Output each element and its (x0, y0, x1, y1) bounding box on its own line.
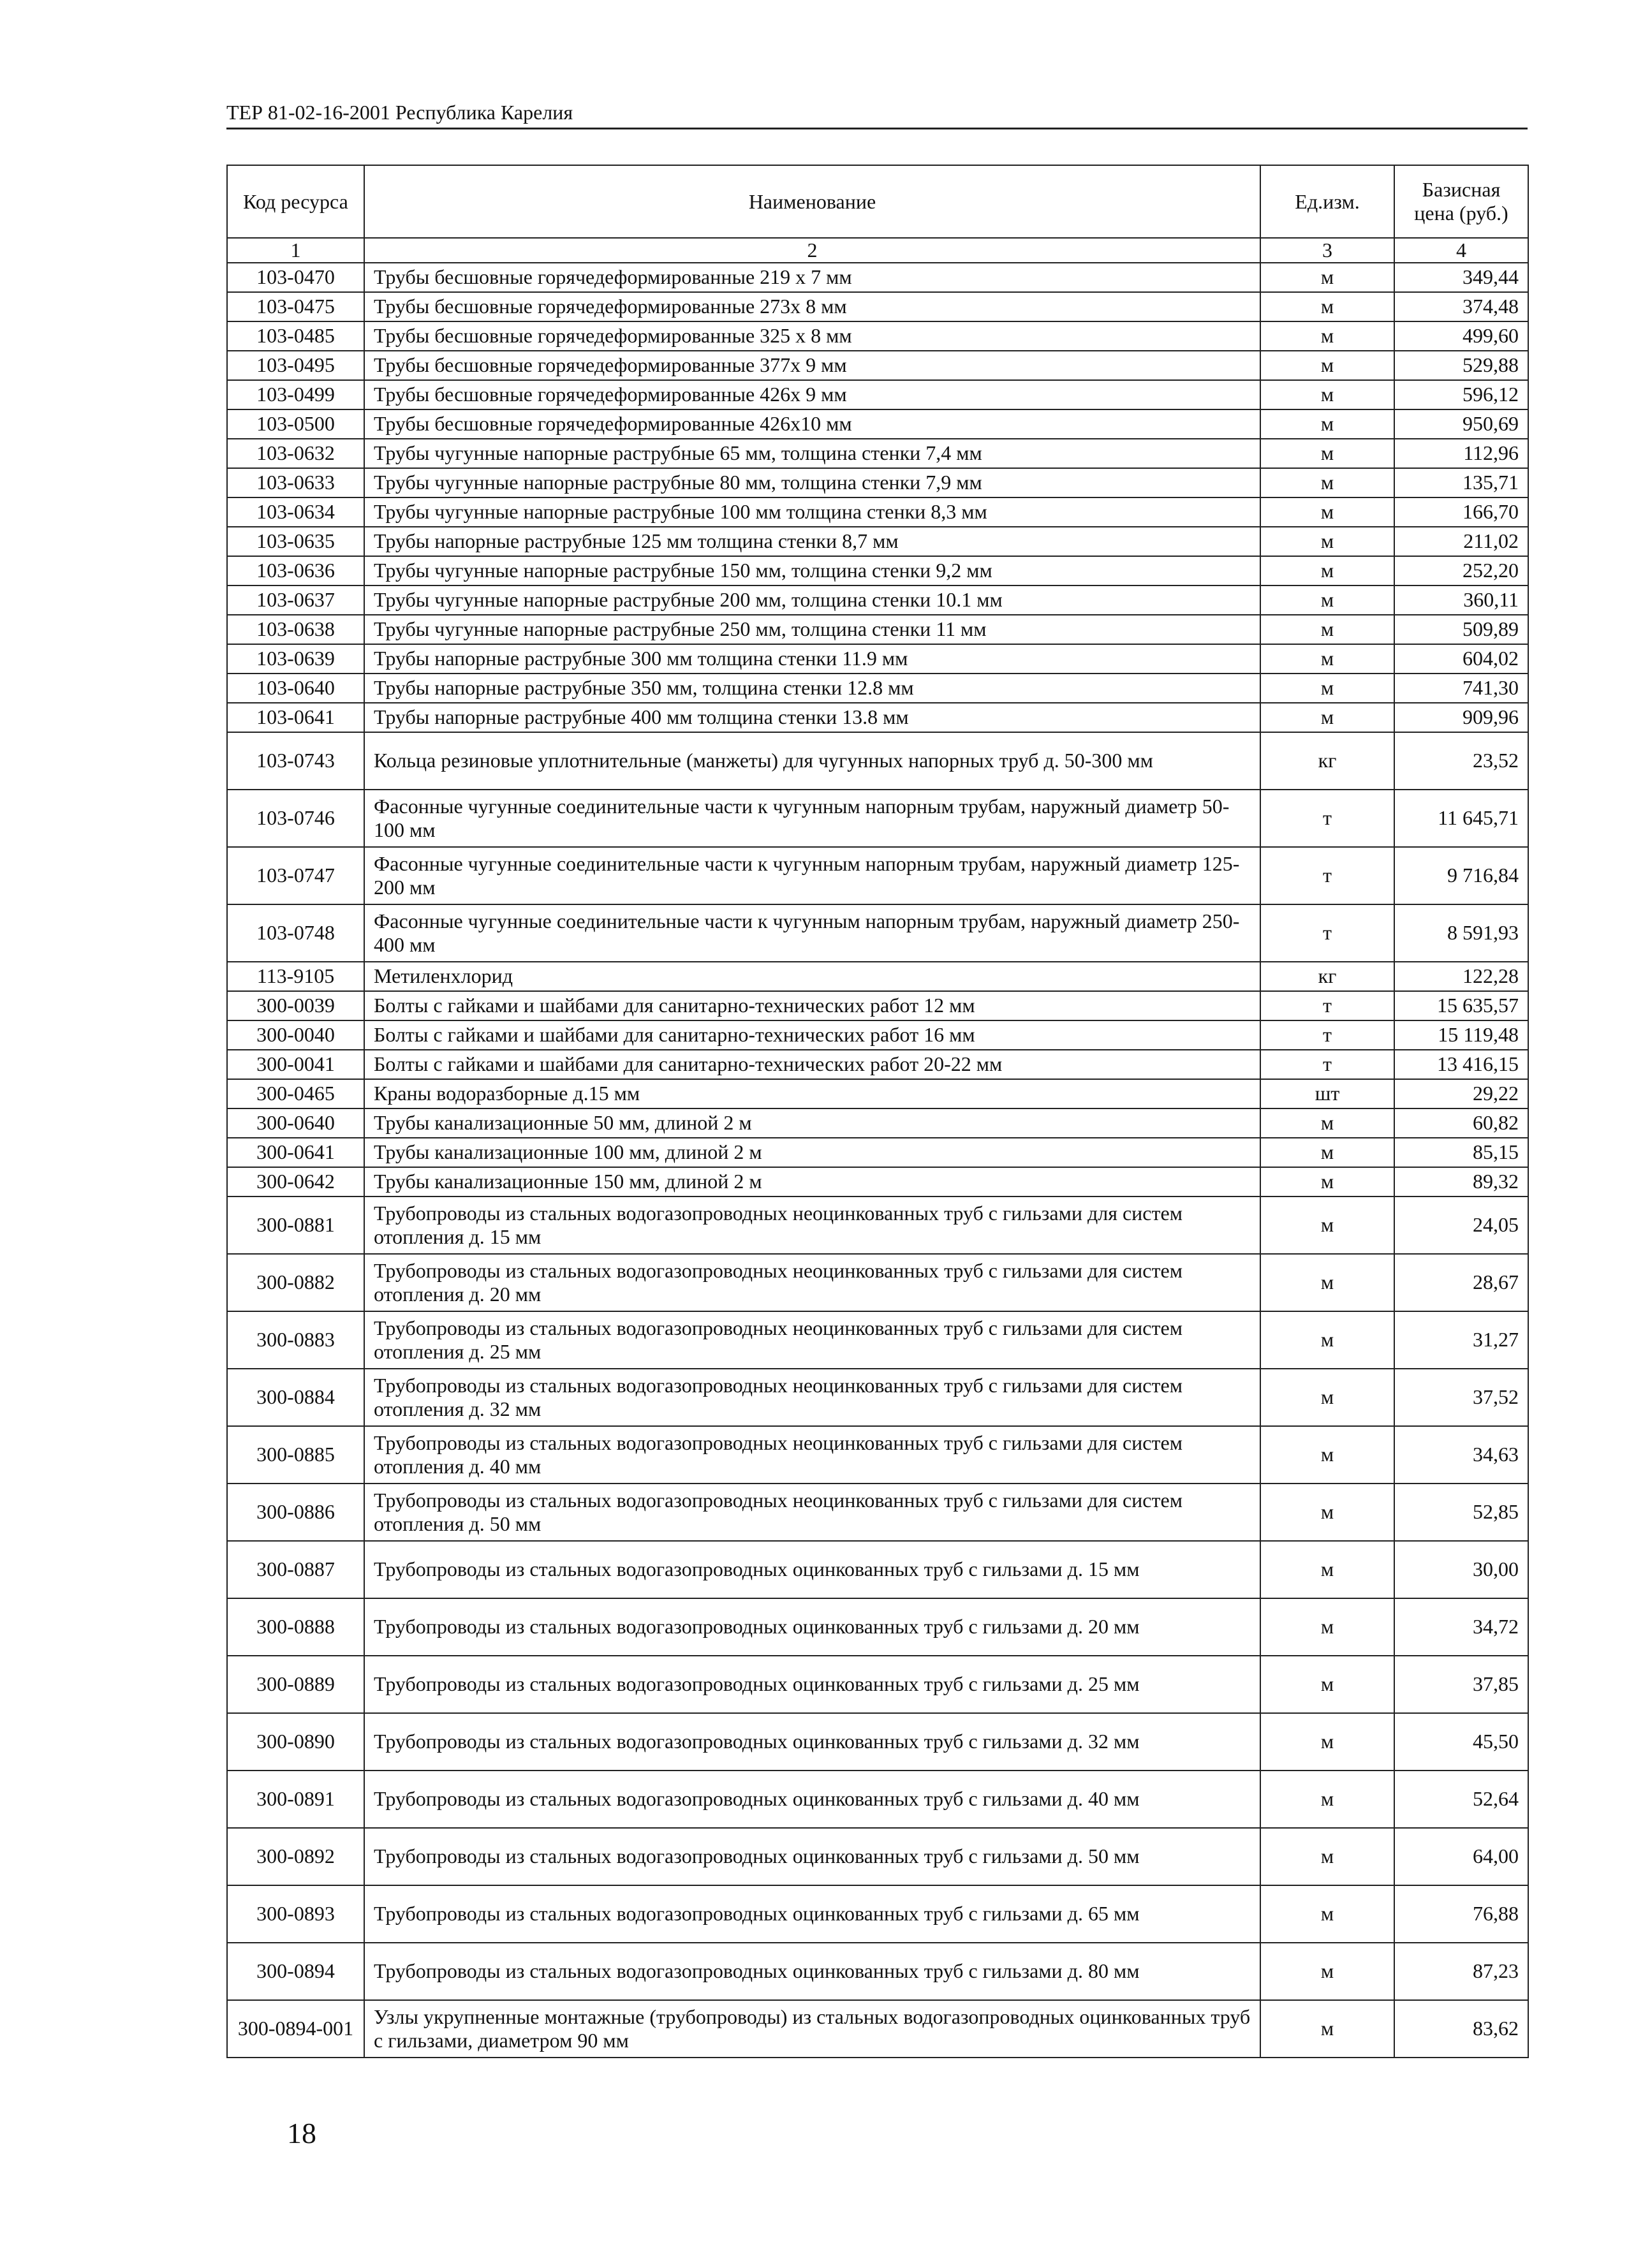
resource-price: 252,20 (1394, 556, 1528, 585)
resource-price: 950,69 (1394, 409, 1528, 439)
resource-price: 112,96 (1394, 439, 1528, 468)
resource-name: Трубопроводы из стальных водогазопроводных неоцинкованных труб с гильзами для систем отопления д. 25 мм (364, 1311, 1260, 1369)
table-row (227, 904, 1528, 962)
table-row (227, 380, 1528, 409)
resource-code: 300-0893 (227, 1885, 364, 1943)
resource-price: 64,00 (1394, 1828, 1528, 1885)
resource-code: 103-0634 (227, 497, 364, 527)
resource-price: 28,67 (1394, 1254, 1528, 1311)
table-row (227, 321, 1528, 351)
column-number: 4 (1394, 238, 1528, 263)
resource-name: Трубы чугунные напорные раструбные 150 мм, толщина стенки 9,2 мм (364, 556, 1260, 585)
resource-code: 300-0888 (227, 1598, 364, 1656)
resource-unit: т (1260, 991, 1394, 1020)
resource-code: 300-0465 (227, 1079, 364, 1108)
document-header: ТЕР 81-02-16-2001 Республика Карелия (226, 101, 573, 124)
header-rule (226, 128, 1528, 129)
resource-name: Трубопроводы из стальных водогазопроводных оцинкованных труб с гильзами д. 40 мм (364, 1771, 1260, 1828)
resource-name: Трубы напорные раструбные 350 мм, толщина стенки 12.8 мм (364, 674, 1260, 703)
resource-code: 103-0638 (227, 615, 364, 644)
resource-code: 103-0470 (227, 263, 364, 292)
resource-name: Трубы напорные раструбные 125 мм толщина стенки 8,7 мм (364, 527, 1260, 556)
table-row (227, 1828, 1528, 1885)
table-row (227, 674, 1528, 703)
resource-price: 15 119,48 (1394, 1020, 1528, 1050)
resource-name: Болты с гайками и шайбами для санитарно-технических работ 20-22 мм (364, 1050, 1260, 1079)
resource-price: 360,11 (1394, 585, 1528, 615)
resource-unit: м (1260, 556, 1394, 585)
header-name: Наименование (364, 165, 1260, 238)
table-row (227, 1771, 1528, 1828)
resource-price: 122,28 (1394, 962, 1528, 991)
resource-price: 24,05 (1394, 1197, 1528, 1254)
resource-price: 909,96 (1394, 703, 1528, 732)
resource-name: Трубопроводы из стальных водогазопроводных оцинкованных труб с гильзами д. 20 мм (364, 1598, 1260, 1656)
resource-price: 34,63 (1394, 1426, 1528, 1484)
resource-code: 103-0475 (227, 292, 364, 321)
resource-name: Трубы бесшовные горячедеформированные 325 х 8 мм (364, 321, 1260, 351)
resource-unit: м (1260, 1197, 1394, 1254)
resource-code: 300-0890 (227, 1713, 364, 1771)
resource-code: 300-0640 (227, 1108, 364, 1138)
resource-code: 300-0041 (227, 1050, 364, 1079)
resource-unit: м (1260, 585, 1394, 615)
resource-name: Трубы чугунные напорные раструбные 65 мм, толщина стенки 7,4 мм (364, 439, 1260, 468)
resource-code: 300-0886 (227, 1484, 364, 1541)
table-row (227, 1020, 1528, 1050)
resource-code: 300-0892 (227, 1828, 364, 1885)
resource-price: 741,30 (1394, 674, 1528, 703)
table-row (227, 263, 1528, 292)
resource-name: Трубы чугунные напорные раструбные 250 мм, толщина стенки 11 мм (364, 615, 1260, 644)
column-number: 3 (1260, 238, 1394, 263)
table-row (227, 847, 1528, 904)
table-row (227, 556, 1528, 585)
resource-code: 300-0884 (227, 1369, 364, 1426)
resource-unit: т (1260, 1050, 1394, 1079)
resource-price: 13 416,15 (1394, 1050, 1528, 1079)
resource-name: Болты с гайками и шайбами для санитарно-технических работ 16 мм (364, 1020, 1260, 1050)
resource-code: 103-0748 (227, 904, 364, 962)
resource-name: Трубы напорные раструбные 400 мм толщина стенки 13.8 мм (364, 703, 1260, 732)
resource-name: Трубы канализационные 100 мм, длиной 2 м (364, 1138, 1260, 1167)
resource-unit: м (1260, 1943, 1394, 2000)
table-row (227, 585, 1528, 615)
table-row (227, 1426, 1528, 1484)
resource-price: 29,22 (1394, 1079, 1528, 1108)
resource-name: Фасонные чугунные соединительные части к чугунным напорным трубам, наружный диаметр 250-400 мм (364, 904, 1260, 962)
resource-name: Трубопроводы из стальных водогазопроводных неоцинкованных труб с гильзами для систем отопления д. 15 мм (364, 1197, 1260, 1254)
resource-unit: м (1260, 1167, 1394, 1197)
resource-unit: м (1260, 1598, 1394, 1656)
table-row (227, 962, 1528, 991)
resource-name: Трубы чугунные напорные раструбные 100 мм толщина стенки 8,3 мм (364, 497, 1260, 527)
resource-code: 103-0640 (227, 674, 364, 703)
resource-code: 103-0636 (227, 556, 364, 585)
resource-name: Трубопроводы из стальных водогазопроводных оцинкованных труб с гильзами д. 25 мм (364, 1656, 1260, 1713)
resource-name: Трубы напорные раструбные 300 мм толщина стенки 11.9 мм (364, 644, 1260, 674)
resource-unit: м (1260, 409, 1394, 439)
resource-price: 83,62 (1394, 2000, 1528, 2058)
resource-unit: т (1260, 904, 1394, 962)
resource-unit: т (1260, 790, 1394, 847)
resource-unit: кг (1260, 962, 1394, 991)
resource-price: 31,27 (1394, 1311, 1528, 1369)
resource-unit: м (1260, 527, 1394, 556)
resource-unit: м (1260, 321, 1394, 351)
resource-name: Болты с гайками и шайбами для санитарно-технических работ 12 мм (364, 991, 1260, 1020)
resource-code: 103-0641 (227, 703, 364, 732)
resource-unit: м (1260, 1771, 1394, 1828)
resource-unit: т (1260, 1020, 1394, 1050)
resource-unit: м (1260, 1108, 1394, 1138)
resource-name: Трубы чугунные напорные раструбные 200 мм, толщина стенки 10.1 мм (364, 585, 1260, 615)
resource-unit: м (1260, 674, 1394, 703)
resource-unit: м (1260, 1885, 1394, 1943)
table-row (227, 991, 1528, 1020)
resource-code: 300-0882 (227, 1254, 364, 1311)
table-row (227, 1541, 1528, 1598)
resource-code: 300-0641 (227, 1138, 364, 1167)
column-number: 2 (364, 238, 1260, 263)
resource-price: 374,48 (1394, 292, 1528, 321)
table-row (227, 1885, 1528, 1943)
resource-unit: м (1260, 1138, 1394, 1167)
resource-code: 300-0642 (227, 1167, 364, 1197)
resource-price: 30,00 (1394, 1541, 1528, 1598)
resource-price: 166,70 (1394, 497, 1528, 527)
resource-unit: м (1260, 1541, 1394, 1598)
resource-unit: м (1260, 1254, 1394, 1311)
table-row (227, 1713, 1528, 1771)
resource-code: 300-0881 (227, 1197, 364, 1254)
resource-code: 300-0883 (227, 1311, 364, 1369)
resource-unit: кг (1260, 732, 1394, 790)
table-row (227, 1050, 1528, 1079)
table-row (227, 351, 1528, 380)
resource-unit: м (1260, 1484, 1394, 1541)
resource-code: 300-0889 (227, 1656, 364, 1713)
resource-unit: м (1260, 292, 1394, 321)
resource-price: 211,02 (1394, 527, 1528, 556)
page-number: 18 (287, 2117, 316, 2149)
table-row (227, 1197, 1528, 1254)
table-body (227, 263, 1528, 2058)
table-row (227, 2000, 1528, 2058)
resource-price: 37,85 (1394, 1656, 1528, 1713)
resource-unit: м (1260, 1311, 1394, 1369)
resource-unit: шт (1260, 1079, 1394, 1108)
resource-code: 300-0887 (227, 1541, 364, 1598)
resource-price: 45,50 (1394, 1713, 1528, 1771)
resource-price: 60,82 (1394, 1108, 1528, 1138)
resource-unit: м (1260, 615, 1394, 644)
resource-price: 604,02 (1394, 644, 1528, 674)
resource-name: Фасонные чугунные соединительные части к чугунным напорным трубам, наружный диаметр 125-200 мм (364, 847, 1260, 904)
resource-code: 103-0639 (227, 644, 364, 674)
resource-code: 103-0637 (227, 585, 364, 615)
resource-code: 300-0894 (227, 1943, 364, 2000)
resource-unit: м (1260, 263, 1394, 292)
resource-price: 85,15 (1394, 1138, 1528, 1167)
resource-name: Фасонные чугунные соединительные части к чугунным напорным трубам, наружный диаметр 50-100 мм (364, 790, 1260, 847)
resource-unit: т (1260, 847, 1394, 904)
table-row (227, 292, 1528, 321)
resource-name: Трубы бесшовные горячедеформированные 426х10 мм (364, 409, 1260, 439)
resource-price: 509,89 (1394, 615, 1528, 644)
table-row (227, 1656, 1528, 1713)
column-number: 1 (227, 238, 364, 263)
table-row (227, 1311, 1528, 1369)
table-row (227, 1943, 1528, 2000)
table-row (227, 1254, 1528, 1311)
resource-price: 596,12 (1394, 380, 1528, 409)
table-row (227, 615, 1528, 644)
resource-code: 300-0894-001 (227, 2000, 364, 2058)
table-row (227, 732, 1528, 790)
resource-code: 103-0633 (227, 468, 364, 497)
resource-name: Трубопроводы из стальных водогазопроводных оцинкованных труб с гильзами д. 50 мм (364, 1828, 1260, 1885)
resource-name: Краны водоразборные д.15 мм (364, 1079, 1260, 1108)
resource-price-table (226, 165, 1529, 2058)
resource-code: 103-0743 (227, 732, 364, 790)
resource-unit: м (1260, 1426, 1394, 1484)
resource-code: 103-0499 (227, 380, 364, 409)
resource-price: 76,88 (1394, 1885, 1528, 1943)
resource-unit: м (1260, 1656, 1394, 1713)
table-row (227, 1167, 1528, 1197)
resource-name: Трубы канализационные 150 мм, длиной 2 м (364, 1167, 1260, 1197)
header-code: Код ресурса (227, 165, 364, 238)
resource-code: 103-0632 (227, 439, 364, 468)
resource-unit: м (1260, 351, 1394, 380)
resource-name: Трубопроводы из стальных водогазопроводных оцинкованных труб с гильзами д. 80 мм (364, 1943, 1260, 2000)
resource-unit: м (1260, 497, 1394, 527)
table-row (227, 1598, 1528, 1656)
resource-price: 8 591,93 (1394, 904, 1528, 962)
resource-price: 529,88 (1394, 351, 1528, 380)
resource-price: 9 716,84 (1394, 847, 1528, 904)
resource-price: 23,52 (1394, 732, 1528, 790)
resource-code: 103-0747 (227, 847, 364, 904)
resource-code: 103-0495 (227, 351, 364, 380)
resource-unit: м (1260, 703, 1394, 732)
resource-name: Узлы укрупненные монтажные (трубопроводы) из стальных водогазопроводных оцинкованных труб с гильзами, диаметром 90 мм (364, 2000, 1260, 2058)
resource-name: Трубопроводы из стальных водогазопроводных оцинкованных труб с гильзами д. 15 мм (364, 1541, 1260, 1598)
resource-name: Трубы бесшовные горячедеформированные 377х 9 мм (364, 351, 1260, 380)
column-number-row (227, 238, 1528, 263)
table-row (227, 644, 1528, 674)
resource-unit: м (1260, 439, 1394, 468)
resource-unit: м (1260, 1828, 1394, 1885)
resource-price: 52,85 (1394, 1484, 1528, 1541)
resource-name: Трубопроводы из стальных водогазопроводных неоцинкованных труб с гильзами для систем отопления д. 50 мм (364, 1484, 1260, 1541)
resource-price: 87,23 (1394, 1943, 1528, 2000)
resource-unit: м (1260, 2000, 1394, 2058)
resource-unit: м (1260, 468, 1394, 497)
header-unit: Ед.изм. (1260, 165, 1394, 238)
table-row (227, 439, 1528, 468)
resource-code: 300-0040 (227, 1020, 364, 1050)
resource-name: Трубопроводы из стальных водогазопроводных оцинкованных труб с гильзами д. 65 мм (364, 1885, 1260, 1943)
resource-name: Трубы чугунные напорные раструбные 80 мм, толщина стенки 7,9 мм (364, 468, 1260, 497)
resource-code: 300-0885 (227, 1426, 364, 1484)
resource-name: Кольца резиновые уплотнительные (манжеты) для чугунных напорных труб д. 50-300 мм (364, 732, 1260, 790)
table-row (227, 409, 1528, 439)
table-row (227, 1079, 1528, 1108)
table-row (227, 497, 1528, 527)
resource-price: 499,60 (1394, 321, 1528, 351)
resource-name: Трубы бесшовные горячедеформированные 426х 9 мм (364, 380, 1260, 409)
table-row (227, 1369, 1528, 1426)
resource-name: Трубопроводы из стальных водогазопроводных неоцинкованных труб с гильзами для систем отопления д. 20 мм (364, 1254, 1260, 1311)
resource-code: 300-0039 (227, 991, 364, 1020)
table-row (227, 703, 1528, 732)
resource-name: Трубопроводы из стальных водогазопроводных неоцинкованных труб с гильзами для систем отопления д. 40 мм (364, 1426, 1260, 1484)
header-price: Базисная цена (руб.) (1394, 165, 1528, 238)
resource-name: Трубопроводы из стальных водогазопроводных неоцинкованных труб с гильзами для систем отопления д. 32 мм (364, 1369, 1260, 1426)
resource-code: 103-0500 (227, 409, 364, 439)
resource-price: 37,52 (1394, 1369, 1528, 1426)
resource-code: 113-9105 (227, 962, 364, 991)
table-header-row (227, 165, 1528, 238)
resource-name: Трубопроводы из стальных водогазопроводных оцинкованных труб с гильзами д. 32 мм (364, 1713, 1260, 1771)
resource-price: 52,64 (1394, 1771, 1528, 1828)
resource-price: 135,71 (1394, 468, 1528, 497)
resource-price: 349,44 (1394, 263, 1528, 292)
resource-unit: м (1260, 1713, 1394, 1771)
resource-name: Трубы канализационные 50 мм, длиной 2 м (364, 1108, 1260, 1138)
table-row (227, 1108, 1528, 1138)
table-row (227, 1484, 1528, 1541)
table-row (227, 790, 1528, 847)
table-row (227, 1138, 1528, 1167)
resource-price: 11 645,71 (1394, 790, 1528, 847)
resource-code: 103-0635 (227, 527, 364, 556)
resource-unit: м (1260, 1369, 1394, 1426)
table-row (227, 468, 1528, 497)
resource-price: 89,32 (1394, 1167, 1528, 1197)
resource-price: 15 635,57 (1394, 991, 1528, 1020)
resource-unit: м (1260, 380, 1394, 409)
resource-name: Трубы бесшовные горячедеформированные 219 х 7 мм (364, 263, 1260, 292)
resource-code: 300-0891 (227, 1771, 364, 1828)
resource-code: 103-0746 (227, 790, 364, 847)
resource-name: Трубы бесшовные горячедеформированные 273х 8 мм (364, 292, 1260, 321)
resource-name: Метиленхлорид (364, 962, 1260, 991)
resource-code: 103-0485 (227, 321, 364, 351)
resource-price: 34,72 (1394, 1598, 1528, 1656)
table-row (227, 527, 1528, 556)
resource-unit: м (1260, 644, 1394, 674)
